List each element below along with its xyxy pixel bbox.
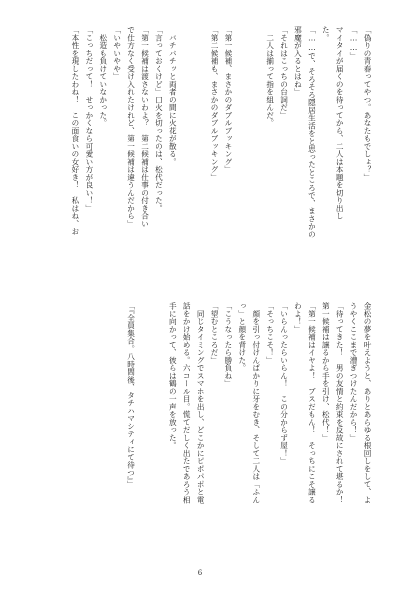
text-column bbox=[152, 302, 166, 566]
text-column: バチバチッと両者の間に火花が散る。 bbox=[168, 26, 178, 166]
text-column: 「そっちこそ！」 bbox=[265, 302, 275, 364]
text-column bbox=[179, 26, 193, 290]
text-column: 同じタイミングでスマホを出し、どこかにピポパポと電 bbox=[196, 302, 206, 504]
text-column: で仕方なく受け入れたけれど、第一候補は違うんだから」 bbox=[126, 26, 136, 228]
text-column: 「望むところだ」 bbox=[210, 302, 220, 364]
text-column: 「いらんったらいらん！ この分からず屋！」 bbox=[279, 302, 289, 465]
lower-text-block bbox=[124, 302, 374, 566]
text-column: 「いやいやや」 bbox=[112, 26, 122, 81]
text-column: 松造も負けていなかった。 bbox=[98, 26, 108, 127]
text-column: た。 bbox=[321, 26, 331, 42]
text-column: 「本性を現したわね！ この面食いの女好き！ 私はね、お bbox=[70, 26, 80, 236]
text-column: 「第二候補も、まさかのダブルブッキング」 bbox=[210, 26, 220, 181]
text-column: っ」と顔を背けた。 bbox=[237, 302, 247, 372]
text-column: 二人は揃って指を組んだ。 bbox=[265, 26, 275, 127]
text-column: 「偽りの青春ってやつ。あなたもでしょ？」 bbox=[363, 26, 372, 181]
upper-text-block bbox=[68, 26, 374, 290]
text-column: 「第一候補は渡さないわよ？ 第二候補は仕事の付き合い bbox=[140, 26, 150, 228]
text-column: 金松の夢を叶えようと、ありとあらゆる根回しをして、よ bbox=[363, 302, 372, 504]
text-column: 第一候補は譲るから手を引け、松代！」 bbox=[321, 302, 331, 442]
text-column: 「言っておくけど」口火を切ったのは、松代だった。 bbox=[154, 26, 164, 212]
text-column: うやくここまで漕ぎつけたんだから！」 bbox=[349, 302, 359, 442]
text-column: 手に向かって、彼らは鶴の一声を放った。 bbox=[168, 302, 178, 450]
text-column bbox=[235, 26, 249, 290]
text-column: 「こっちだって！ せっかくなら可愛い方が良い！」 bbox=[84, 26, 94, 212]
text-column: マイタイが届くのを待ってから、二人は本題を切り出し bbox=[335, 26, 345, 220]
text-column: 「第一候補、まさかのダブルブッキング」 bbox=[223, 26, 233, 174]
text-column: 話をかけ始める。六コール目。慌てだしく出たであろう相 bbox=[182, 302, 192, 504]
text-column: 「第一候補はイヤよ！ ブスだもん！ そっちにこそ譲る bbox=[307, 302, 317, 504]
text-column: 「『全員集合。八時間後、タチハマシティにて待つ』」 bbox=[126, 302, 136, 489]
text-column: 「こうなったら勝負ね」 bbox=[223, 302, 233, 388]
text-column bbox=[138, 302, 152, 566]
page-number: 6 bbox=[197, 569, 203, 577]
text-column: 「……で、そろそろ隠居生活をと思ったところで、まさかの bbox=[307, 26, 317, 239]
text-column bbox=[249, 26, 263, 290]
text-column: 邪魔が入るとはね」 bbox=[293, 26, 303, 96]
text-column: 顔を引っ付けんばかりに牙をむき、そして二人は「ふん bbox=[251, 302, 261, 504]
text-column: 「……」 bbox=[349, 26, 359, 60]
text-column: 「待ってきた！ 男の友情と約束を反故にされて堪るか！ bbox=[335, 302, 345, 504]
text-column: わよ！」 bbox=[293, 302, 303, 333]
text-column: 「それはこっちの台詞だ」 bbox=[279, 26, 289, 119]
text-column bbox=[193, 26, 207, 290]
